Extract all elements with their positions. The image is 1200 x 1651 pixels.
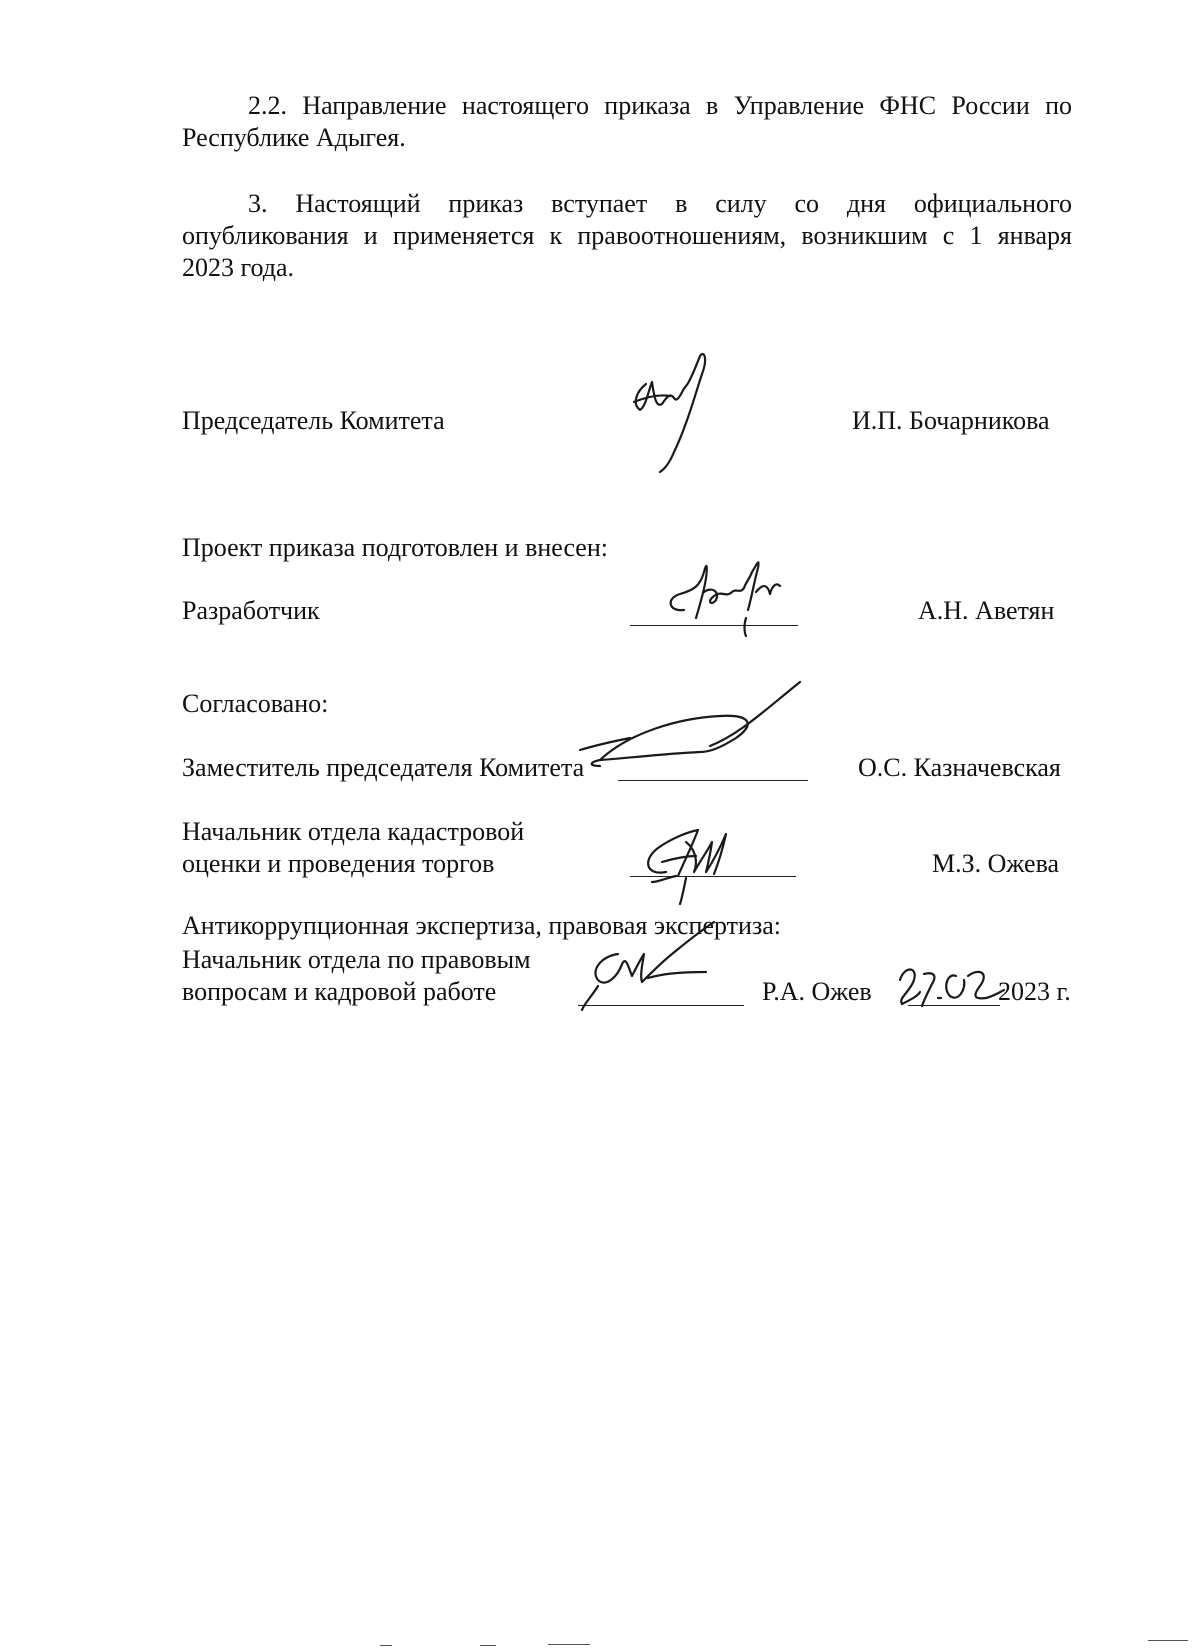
legal-head-title-line1: Начальник отдела по правовым (182, 945, 531, 974)
cadastral-head-name: М.З. Ожева (932, 849, 1060, 878)
scan-artifact (548, 1644, 590, 1645)
legal-head-title-line2: вопросам и кадровой работе (182, 977, 497, 1006)
deputy-signature (560, 690, 820, 790)
legal-head-name: Р.А. Ожев (762, 977, 872, 1006)
paragraph-2-2 (182, 90, 1072, 154)
developer-signature (660, 552, 800, 642)
chairman-title: Председатель Комитета (182, 406, 445, 435)
paragraph-2-2-line1: 2.2. Направление настоящего приказа в Управление ФНС России по (248, 91, 1072, 120)
cadastral-head-title-line1: Начальник отдела кадастровой (182, 817, 525, 846)
paragraph-3-line2: опубликования и применяется к правоотношениям, возникшим с 1 января (182, 221, 1072, 250)
developer-title: Разработчик (182, 596, 320, 625)
chairman-signature (630, 352, 730, 480)
chairman-name: И.П. Бочарникова (852, 406, 1050, 435)
developer-name: А.Н. Аветян (918, 596, 1055, 625)
paragraph-2-2-line2: Республике Адыгея. (182, 123, 406, 152)
deputy-title: Заместитель председателя Комитета (182, 753, 585, 782)
legal-date-suffix: 2023 г. (998, 977, 1071, 1006)
paragraph-3-line1: 3. Настоящий приказ вступает в силу со дня официального (248, 189, 1072, 218)
expertise-heading: Антикоррупционная экспертиза, правовая экспертиза: (182, 911, 781, 940)
cadastral-head-signature (636, 812, 746, 912)
handwritten-date (894, 952, 1014, 1012)
deputy-name: О.С. Казначевская (858, 753, 1061, 782)
prepared-heading: Проект приказа подготовлен и внесен: (182, 533, 608, 562)
scan-artifact (1148, 1640, 1188, 1641)
paragraph-3-line3: 2023 года. (182, 253, 295, 282)
cadastral-head-title-line2: оценки и проведения торгов (182, 849, 495, 878)
agreed-heading: Согласовано: (182, 689, 329, 718)
legal-head-signature (578, 920, 748, 1020)
scan-artifact (480, 1645, 496, 1646)
paragraph-3 (182, 188, 1072, 284)
scan-artifact (380, 1645, 392, 1646)
